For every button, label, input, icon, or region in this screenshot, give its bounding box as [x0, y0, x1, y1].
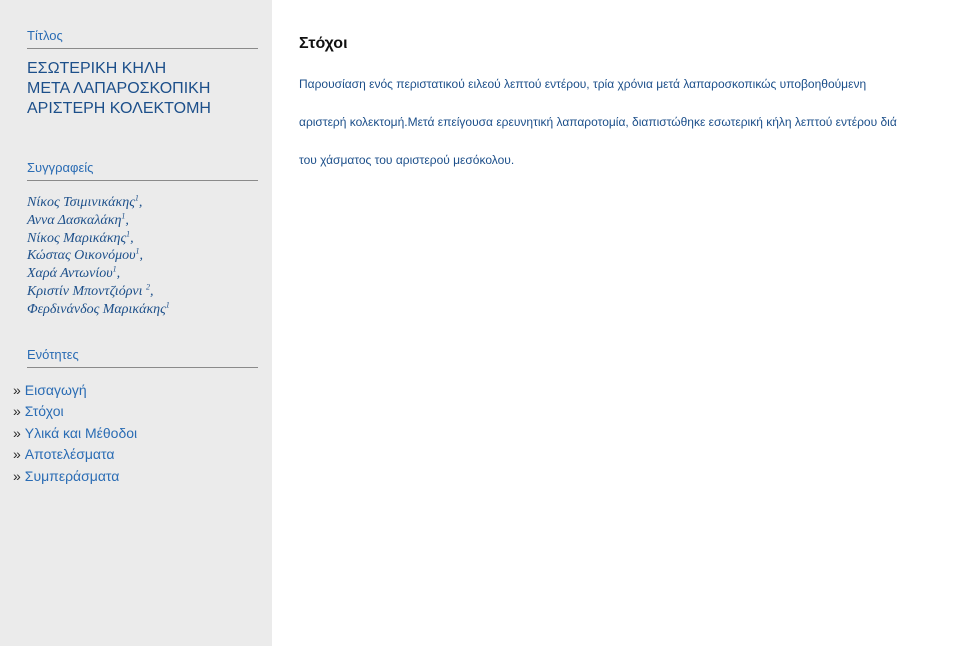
author-item: [27, 265, 258, 283]
author-name: Νίκος Μαρικάκης: [27, 230, 127, 246]
body-line: Παρουσίαση ενός περιστατικού ειλεού λεπτού εντέρου, τρία χρόνια μετά λαπαροσκοπικώς υποβοηθούμενη: [299, 77, 867, 91]
bullet-icon: »: [13, 424, 21, 441]
sections-section-label: Ενότητες: [27, 347, 258, 368]
bullet-icon: »: [13, 446, 21, 463]
authors-section-label: Συγγραφείς: [27, 160, 258, 181]
author-item: [27, 194, 258, 212]
author-name: Αννα Δασκαλάκη: [27, 212, 122, 228]
title-section-label: Τίτλος: [27, 28, 258, 49]
author-item: [27, 247, 258, 265]
title-line-3: ΑΡΙΣΤΕΡΗ ΚΟΛΕΚΤΟΜΗ: [27, 100, 211, 117]
nav-link-label: Στόχοι: [24, 403, 64, 420]
nav-link-results[interactable]: [13, 444, 258, 466]
sections-nav: [13, 380, 258, 488]
article-title: [27, 59, 258, 119]
author-separator: ,: [125, 212, 129, 228]
author-name: Κριστίν Μποντζιόρνι: [27, 283, 147, 299]
section-body: [299, 56, 960, 189]
author-separator: ,: [139, 248, 144, 264]
author-affiliation: 1: [126, 228, 131, 238]
author-item: [27, 212, 258, 230]
author-name: Φερδινάνδος Μαρικάκης: [27, 301, 166, 317]
author-item: [27, 301, 258, 319]
nav-link-label: Αποτελέσματα: [24, 446, 115, 463]
author-affiliation: 1: [112, 264, 117, 274]
nav-link-objectives[interactable]: [13, 401, 258, 423]
section-heading: Στόχοι: [299, 35, 348, 52]
author-name: Χαρά Αντωνίου: [27, 266, 113, 282]
nav-link-label: Υλικά και Μέθοδοι: [24, 424, 138, 441]
authors-list: [27, 194, 258, 319]
author-name: Νίκος Τσιμινικάκης: [27, 195, 135, 210]
author-affiliation: 2: [146, 282, 151, 292]
title-line-1: ΕΣΩΤΕΡΙΚΗ ΚΗΛΗ: [27, 60, 167, 77]
nav-link-materials-methods[interactable]: [13, 423, 258, 445]
author-item: [27, 283, 258, 301]
nav-link-label: Εισαγωγή: [24, 381, 87, 398]
author-separator: ,: [138, 195, 143, 210]
sidebar: [0, 0, 272, 646]
author-affiliation: 1: [135, 246, 140, 256]
nav-link-conclusions[interactable]: [13, 466, 258, 488]
author-item: [27, 230, 258, 248]
body-line: του χάσματος του αριστερού μεσόκολου.: [299, 153, 515, 167]
author-affiliation: 1: [121, 211, 126, 221]
author-name: Κώστας Οικονόμου: [27, 248, 136, 264]
main-content: [272, 0, 960, 646]
author-affiliation: 1: [165, 300, 170, 310]
bullet-icon: »: [13, 403, 21, 420]
author-separator: ,: [150, 283, 154, 299]
bullet-icon: »: [13, 381, 21, 398]
bullet-icon: »: [13, 467, 21, 484]
nav-link-label: Συμπεράσματα: [24, 467, 120, 484]
author-separator: ,: [130, 230, 134, 246]
author-separator: ,: [116, 266, 121, 282]
author-affiliation: 1: [134, 193, 139, 203]
body-line: αριστερή κολεκτομή.Μετά επείγουσα ερευνητική λαπαροτομία, διαπιστώθηκε εσωτερική κήλη λεπτού εντέρου διά: [299, 115, 897, 129]
title-line-2: ΜΕΤΑ ΛΑΠΑΡΟΣΚΟΠΙΚΗ: [27, 80, 211, 97]
nav-link-introduction[interactable]: [13, 380, 258, 402]
